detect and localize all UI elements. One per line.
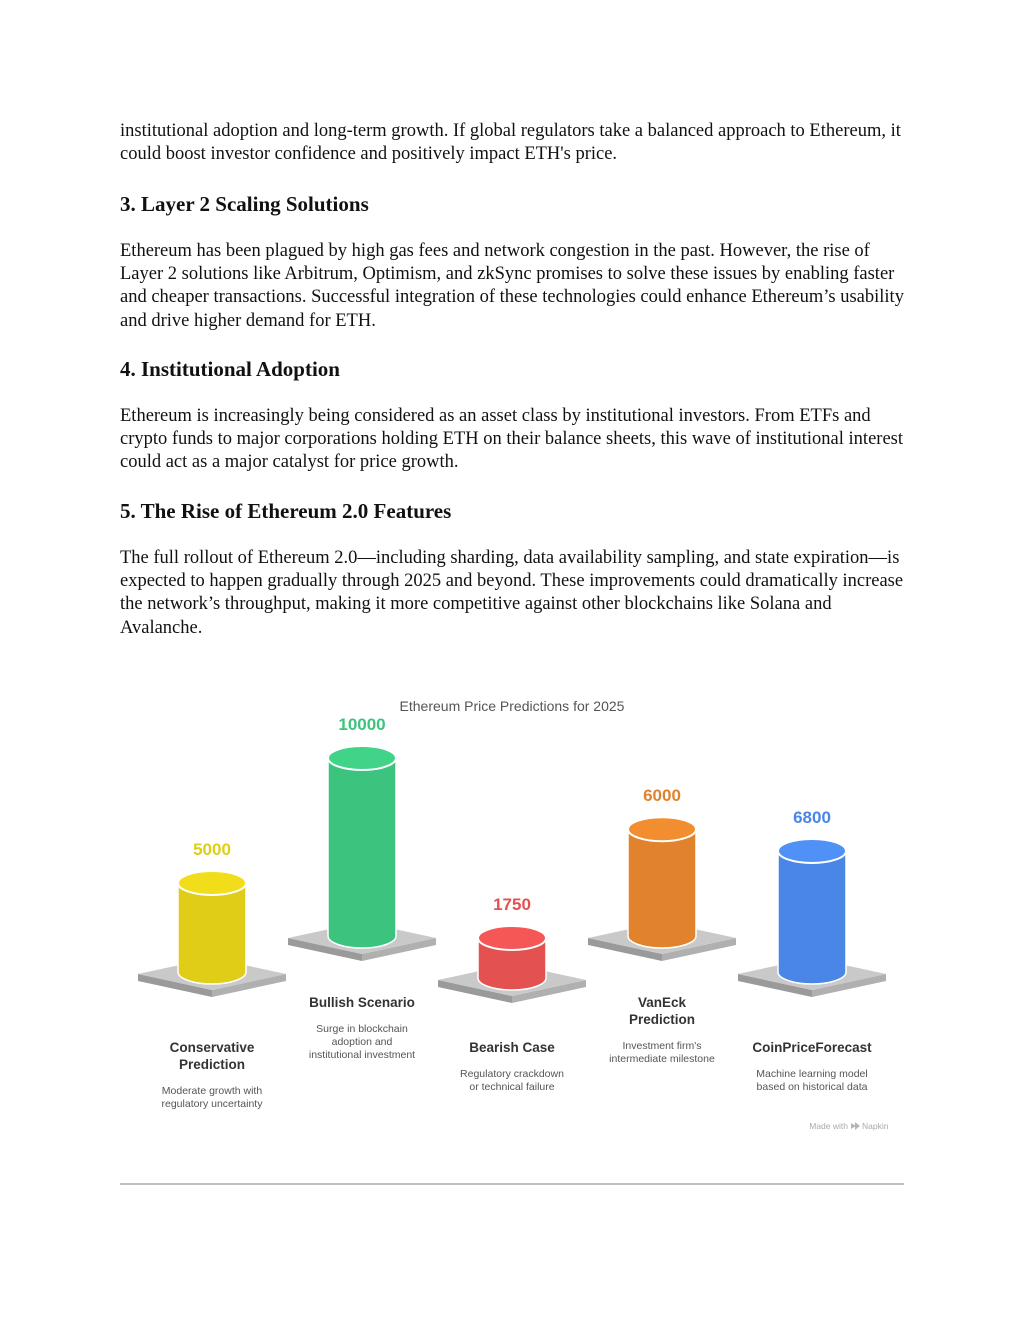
credit-text: Made with: [809, 1121, 848, 1131]
item-name: CoinPriceForecast: [752, 1040, 872, 1055]
section-body-institutional: Ethereum is increasingly being considered as an asset class by institutional investors. From ETFs and crypto funds to major corporations holding ETH on their balance sheets, this wave of institutional interest could act as a major catalyst for price growth.: [120, 406, 903, 473]
cylinder-body: [328, 758, 396, 948]
cylinder-body: [778, 851, 846, 984]
item-description: Investment firm's: [622, 1040, 702, 1052]
item-description: based on historical data: [756, 1081, 868, 1093]
value-label: 10000: [338, 715, 386, 734]
item-name: Prediction: [178, 1057, 246, 1072]
cylinder-top: [628, 817, 696, 841]
cylinder-body: [628, 829, 696, 948]
prediction-items: [138, 715, 886, 1110]
horizontal-rule: [120, 1183, 904, 1185]
value-label: 1750: [493, 895, 531, 914]
section-heading-eth2: 5. The Rise of Ethereum 2.0 Features: [120, 499, 452, 523]
section-heading-institutional: 4. Institutional Adoption: [120, 357, 340, 381]
price-predictions-infographic: [120, 680, 904, 1150]
item-description: adoption and: [331, 1036, 393, 1048]
item-name: Bullish Scenario: [309, 995, 415, 1010]
credit-brand: Napkin: [862, 1121, 889, 1131]
item-name: Prediction: [628, 1012, 696, 1027]
item-name: Bearish Case: [469, 1040, 555, 1055]
item-description: regulatory uncertainty: [161, 1098, 263, 1110]
cylinder-top: [778, 839, 846, 863]
prediction-item: [288, 715, 436, 1061]
section-body-eth2: The full rollout of Ethereum 2.0—including sharding, data availability sampling, and state expiration—is expected to happen gradually through 2025 and beyond. These improvements could dramatically increase the network’s throughput, making it more competitive against other blockchains like Solana and Avalanche.: [120, 548, 904, 638]
prediction-item: [738, 808, 886, 1093]
item-name: VanEck: [637, 995, 687, 1010]
item-description: Regulatory crackdown: [460, 1068, 564, 1080]
prediction-item: [138, 840, 286, 1110]
infographic-title: Ethereum Price Predictions for 2025: [399, 698, 625, 714]
item-description: or technical failure: [469, 1081, 555, 1093]
item-description: Moderate growth with: [161, 1085, 263, 1097]
napkin-logo-icon: [851, 1122, 860, 1130]
value-label: 5000: [193, 840, 231, 859]
napkin-credit: [809, 1121, 888, 1131]
infographic-canvas: [120, 680, 904, 1150]
prediction-item: [438, 895, 586, 1093]
prediction-item: [588, 786, 736, 1065]
value-label: 6800: [793, 807, 831, 827]
value-label: 6000: [643, 786, 681, 806]
intro-paragraph: institutional adoption and long-term growth. If global regulators take a balanced approach to Ethereum, it could boost investor confidence and positively impact ETH's price.: [120, 121, 901, 165]
item-description: intermediate milestone: [609, 1053, 715, 1065]
section-heading-layer2: 3. Layer 2 Scaling Solutions: [120, 192, 369, 216]
cylinder-top: [328, 746, 396, 770]
item-description: Surge in blockchain: [316, 1023, 408, 1035]
cylinder-top: [478, 926, 546, 950]
cylinder-top: [178, 871, 246, 895]
item-description: institutional investment: [308, 1049, 416, 1061]
section-body-layer2: Ethereum has been plagued by high gas fees and network congestion in the past. However, the rise of Layer 2 solutions like Arbitrum, Optimism, and zkSync promises to solve these issues by enabling faster and cheaper transactions. Successful integration of these technologies could enhance Ethereum’s usability and drive higher demand for ETH.: [120, 241, 904, 331]
item-description: Machine learning model: [756, 1068, 868, 1080]
cylinder-body: [178, 883, 246, 984]
item-name: Conservative: [169, 1040, 255, 1055]
